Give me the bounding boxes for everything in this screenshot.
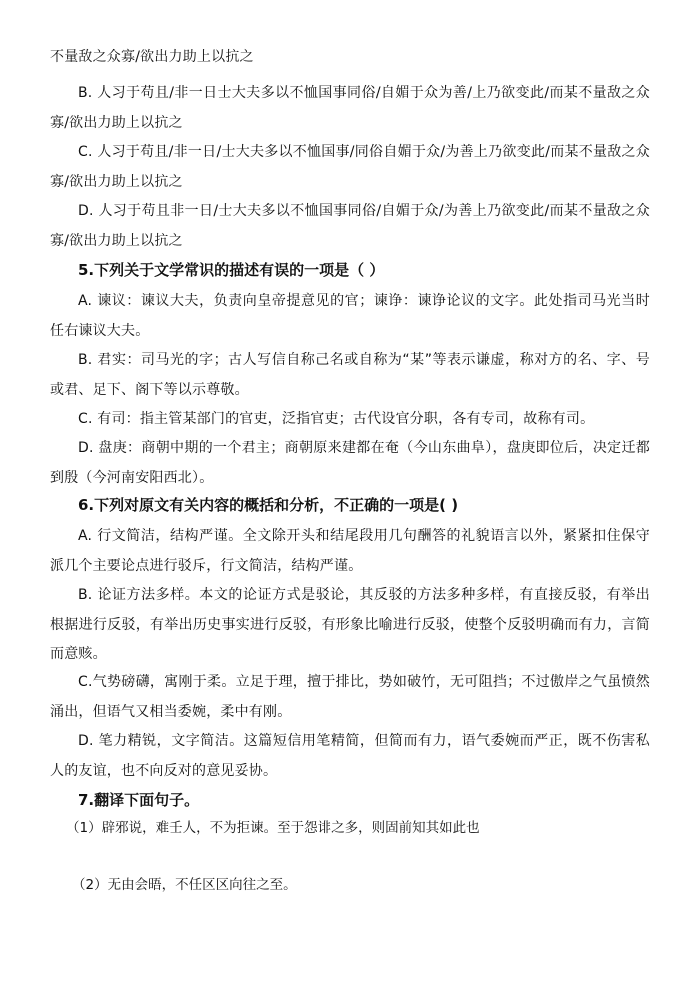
question-5-title: 5.下列关于文学常识的描述有误的一项是（ ）	[78, 261, 385, 279]
question-7-title: 7.翻译下面句子。	[78, 791, 200, 809]
q4-option-d: D. 人习于苟且非一日/士大夫多以不恤国事同俗/自媚于众/为善上乃欲变此/而某不量敌之众寡/欲出力助上以抗之	[50, 203, 650, 249]
q4-option-b: B. 人习于苟且/非一日士大夫多以不恤国事同俗/自媚于众为善/上乃欲变此/而某不量敌之众寡/欲出力助上以抗之	[50, 85, 650, 131]
q5-option-d: D. 盘庚：商朝中期的一个君主；商朝原来建都在奄（今山东曲阜），盘庚即位后，决定迁都到殷（今河南安阳西北）。	[50, 440, 651, 486]
q6-option-a: A. 行文简洁，结构严谨。全文除开头和结尾段用几句酬答的礼貌语言以外，紧紧扣住保守派几个主要论点进行驳斥，行文简洁，结构严谨。	[50, 528, 650, 574]
q7-sentence-1: （1）辟邪说，难壬人，不为拒谏。至于怨诽之多，则固前知其如此也	[66, 820, 480, 836]
question-6-title: 6.下列对原文有关内容的概括和分析，不正确的一项是( )	[78, 496, 459, 514]
q5-option-a: A. 谏议：谏议大夫，负责向皇帝提意见的官；谏诤：谏诤论议的文字。此处指司马光当时任右谏议大夫。	[50, 293, 650, 339]
q5-option-b: B. 君实：司马光的字；古人写信自称己名或自称为“某”等表示谦虚，称对方的名、字、号或君、足下、阁下等以示尊敬。	[50, 352, 650, 398]
q5-option-c: C. 有司：指主管某部门的官吏，泛指官吏；古代设官分职，各有专司，故称有司。	[78, 411, 595, 427]
q7-sentence-2: （2）无由会晤，不任区区向往之至。	[72, 877, 297, 893]
q6-option-b: B. 论证方法多样。本文的论证方式是驳论，其反驳的方法多种多样，有直接反驳，有举出根据进行反驳，有举出历史事实进行反驳，有形象比喻进行反驳，使整个反驳明确而有力，言简而意赅。	[50, 587, 650, 662]
q4-option-a-tail: 不量敌之众寡/欲出力助上以抗之	[50, 49, 254, 65]
q6-option-d: D. 笔力精锐，文字简洁。这篇短信用笔精简，但简而有力，语气委婉而严正，既不伤害私人的友谊，也不向反对的意见妥协。	[50, 733, 650, 779]
q4-option-c: C. 人习于苟且/非一日/士大夫多以不恤国事/同俗自媚于众/为善上乃欲变此/而某不量敌之众寡/欲出力助上以抗之	[50, 144, 650, 190]
q6-option-c: C.气势磅礴，寓刚于柔。立足于理，擅于排比，势如破竹，无可阻挡；不过傲岸之气虽愤然涌出，但语气又相当委婉，柔中有刚。	[50, 674, 650, 720]
